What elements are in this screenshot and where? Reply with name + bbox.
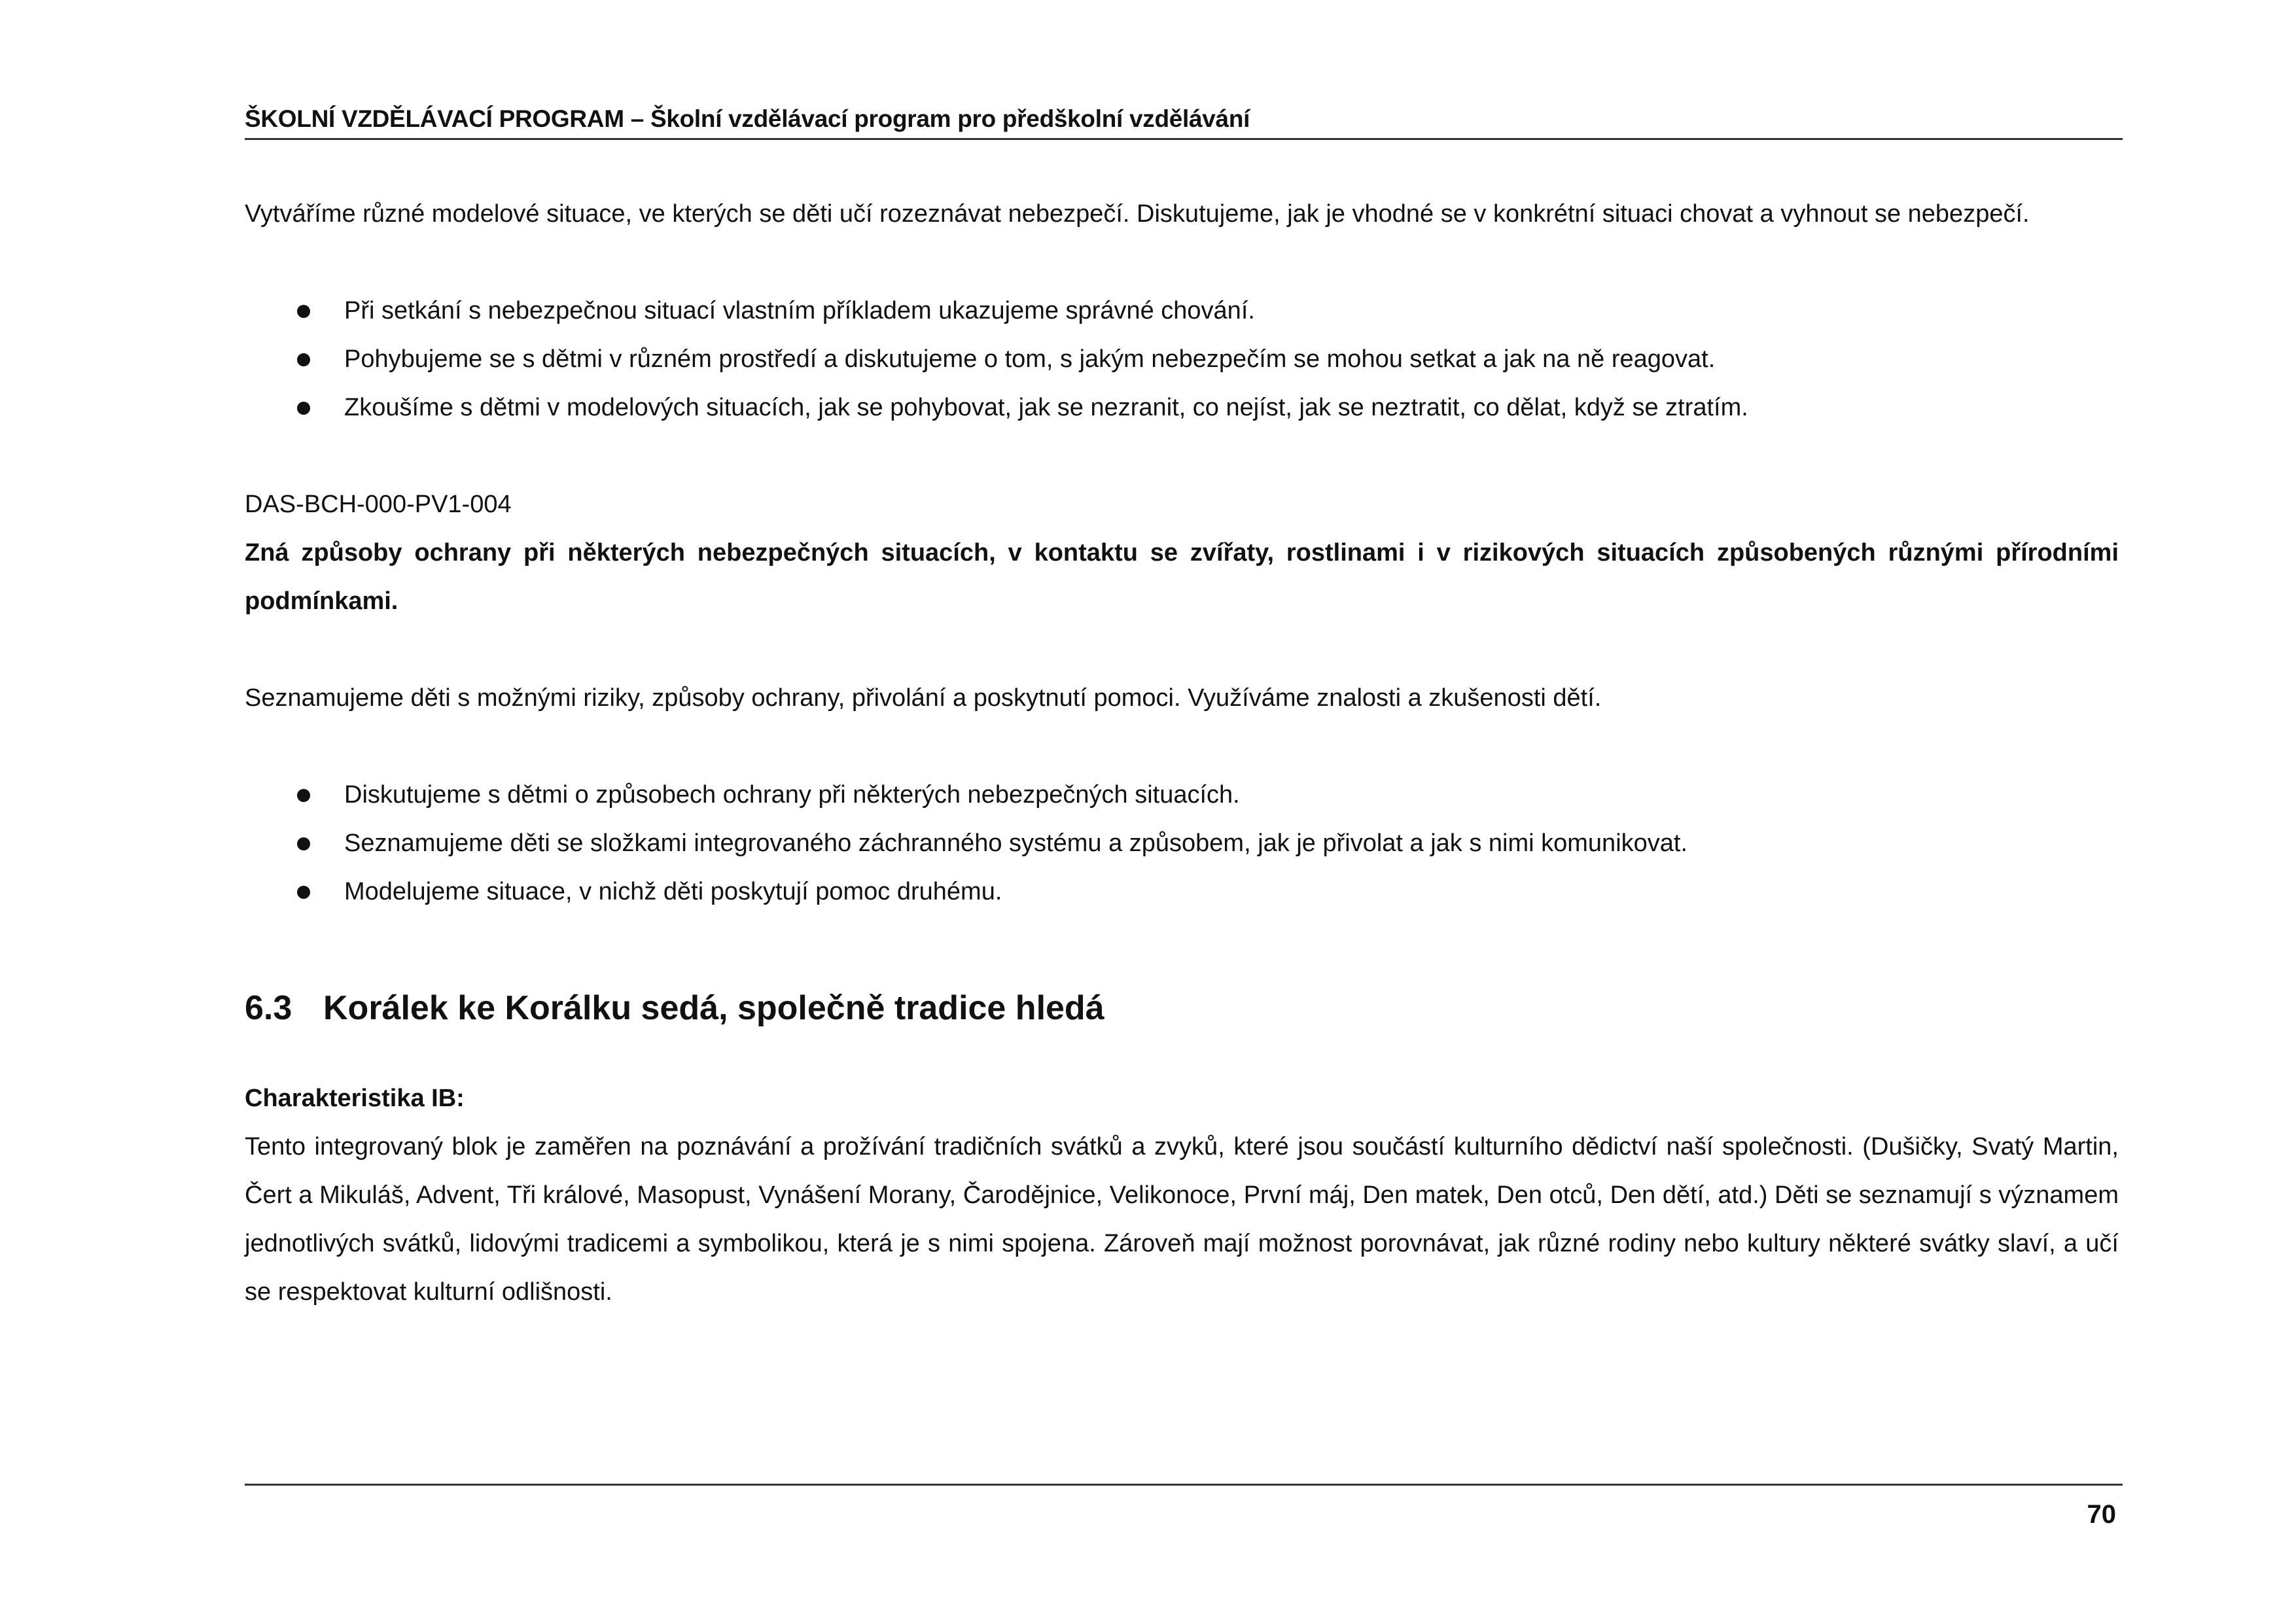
- list-item: [245, 383, 2119, 432]
- paragraph-risks: Seznamujeme děti s možnými riziky, způsoby ochrany, přivolání a poskytnutí pomoci. Využíváme znalosti a zkušenosti dětí.: [245, 684, 1602, 712]
- list-item: [245, 335, 2119, 383]
- spacer: [245, 432, 2119, 480]
- bullet-icon: [297, 305, 310, 318]
- intro-paragraph: Vytváříme různé modelové situace, ve kterých se děti učí rozeznávat nebezpečí. Diskutujeme, jak je vhodné se v konkrétní situaci chovat a vyhnout se nebezpečí.: [245, 200, 2030, 228]
- page-content: [245, 190, 2119, 1316]
- bullet-icon: [297, 886, 310, 899]
- list-item: [245, 287, 2119, 335]
- outcome-code: DAS-BCH-000-PV1-004: [245, 491, 512, 518]
- section-number: 6.3: [245, 989, 292, 1027]
- list-item: [245, 867, 2119, 916]
- list-item-text: Seznamujeme děti se složkami integrovaného záchranného systému a způsobem, jak je přivolat a jak s nimi komunikovat.: [344, 829, 1688, 857]
- spacer: [245, 916, 2119, 979]
- bullet-icon: [297, 837, 310, 850]
- section-heading: [245, 979, 2119, 1038]
- list-item: [245, 819, 2119, 867]
- list-item-text: Diskutujeme s dětmi o způsobech ochrany při některých nebezpečných situacích.: [344, 781, 1240, 809]
- bullet-list-protection: [245, 771, 2119, 916]
- list-item-text: Modelujeme situace, v nichž děti poskytují pomoc druhému.: [344, 878, 1002, 905]
- page-footer: [245, 1484, 2123, 1529]
- bullet-list-activities: [245, 287, 2119, 432]
- list-item-text: Pohybujeme se s dětmi v různém prostředí a diskutujeme o tom, s jakým nebezpečím se mohou setkat a jak na ně reagovat.: [344, 345, 1716, 373]
- outcome-title: Zná způsoby ochrany při některých nebezpečných situacích, v kontaktu se zvířaty, rostlinami i v rizikových situacích způsobených různými přírodními podmínkami.: [245, 539, 2119, 615]
- list-item-text: Při setkání s nebezpečnou situací vlastním příkladem ukazujeme správné chování.: [344, 297, 1255, 324]
- list-item: [245, 771, 2119, 819]
- section-body: Tento integrovaný blok je zaměřen na poznávání a prožívání tradičních svátků a zvyků, které jsou součástí kulturního dědictví naší společnosti. (Dušičky, Svatý Martin, Čert a Mikuláš, Advent, Tři králové, Masopust, Vynášení Morany, Čarodějnice, Velikonoce, První máj, Den matek, Den otců, Den dětí, atd.) Děti se seznamují s významem jednotlivých svátků, lidovými tradicemi a symbolikou, která je s nimi spojena. Zároveň mají možnost porovnávat, jak různé rodiny nebo kultury některé svátky slaví, a učí se respektovat kulturní odlišnosti.: [245, 1133, 2119, 1306]
- subheading-characteristics: Charakteristika IB:: [245, 1085, 465, 1112]
- section-title: Korálek ke Korálku sedá, společně tradice hledá: [323, 989, 1104, 1027]
- spacer: [245, 238, 2119, 287]
- bullet-icon: [297, 402, 310, 415]
- spacer: [245, 1038, 2119, 1074]
- bullet-icon: [297, 789, 310, 802]
- spacer: [245, 722, 2119, 771]
- page-header: [245, 98, 2123, 140]
- spacer: [245, 625, 2119, 674]
- document-title: ŠKOLNÍ VZDĚLÁVACÍ PROGRAM – Školní vzdělávací program pro předškolní vzdělávání: [245, 105, 1250, 132]
- bullet-icon: [297, 353, 310, 366]
- page-number: 70: [2087, 1500, 2116, 1529]
- list-item-text: Zkoušíme s dětmi v modelových situacích, jak se pohybovat, jak se nezranit, co nejíst, jak se neztratit, co dělat, když se ztratím.: [344, 394, 1748, 421]
